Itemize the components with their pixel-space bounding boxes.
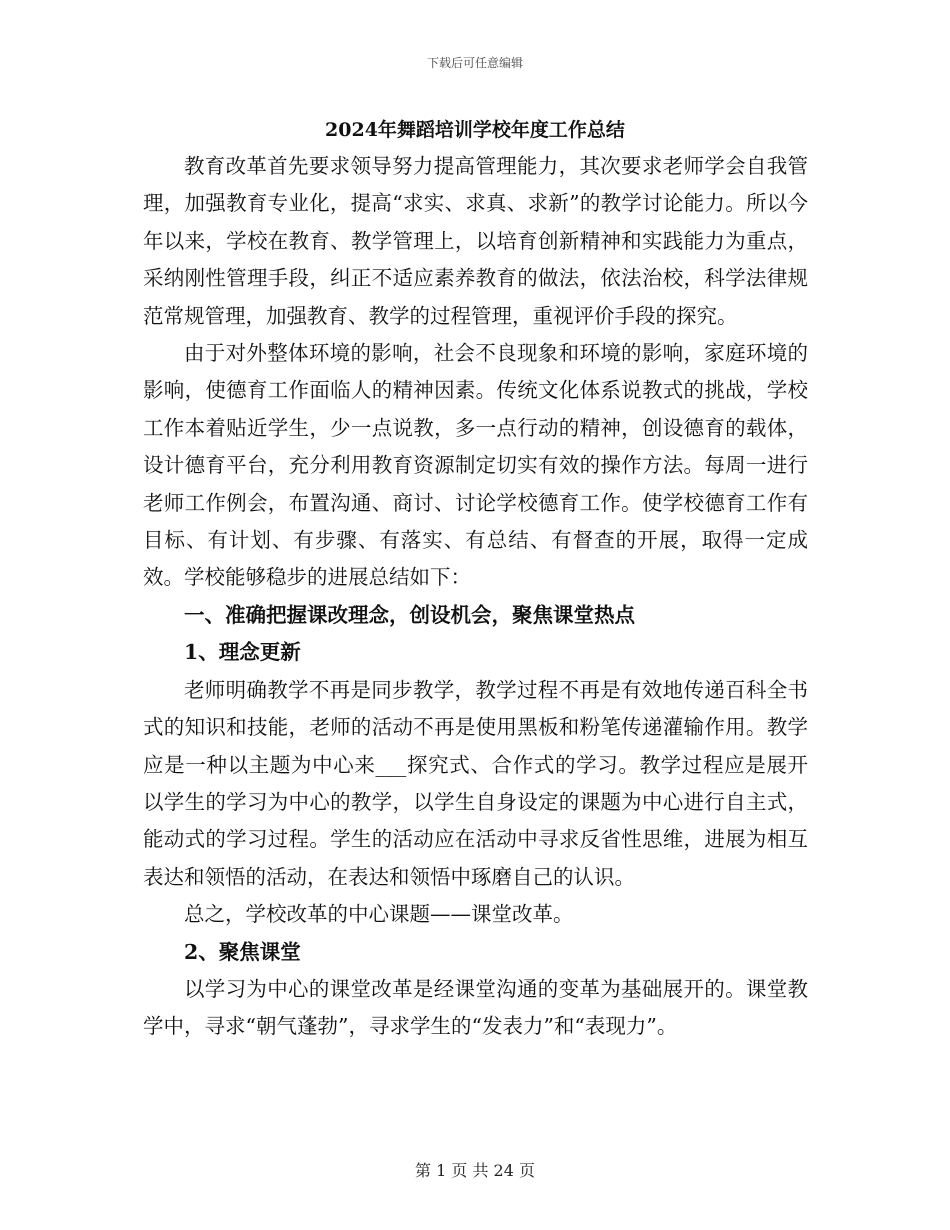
paragraph-moral-education: 由于对外整体环境的影响，社会不良现象和环境的影响，家庭环境的影响，使德育工作面临人的精神因素。传统文化体系说教式的挑战，学校工作本着贴近学生，少一点说教，多一点行动的精神，创设德育的载体，设计德育平台，充分利用教育资源制定切实有效的操作方法。每周一进行老师工作例会，布置沟通、商讨、讨论学校德育工作。使学校德育工作有目标、有计划、有步骤、有落实、有总结、有督查的开展，取得一定成效。学校能够稳步的进展总结如下： xyxy=(143,341,808,590)
document-title: 2024年舞蹈培训学校年度工作总结 xyxy=(325,119,625,141)
page-number: 第 1 页 共 24 页 xyxy=(415,1161,535,1180)
header-note: 下载后可任意编辑 xyxy=(426,56,523,70)
subsection-heading-focus-classroom: 2、聚焦课堂 xyxy=(184,939,301,964)
subsection-heading-concept-update: 1、理念更新 xyxy=(184,640,301,665)
paragraph-classroom-reform: 以学习为中心的课堂改革是经课堂沟通的变革为基础展开的。课堂教学中，寻求“朝气蓬勃”，寻求学生的“发表力”和“表现力”。 xyxy=(143,976,808,1039)
paragraph-teaching-concept: 老师明确教学不再是同步教学，教学过程不再是有效地传递百科全书式的知识和技能，老师的活动不再是使用黑板和粉笔传递灌输作用。教学应是一种以主题为中心来___探究式、合作式的学习。教学过程应是展开以学生的学习为中心的教学，以学生自身设定的课题为中心进行自主式，能动式的学习过程。学生的活动应在活动中寻求反省性思维，进展为相互表达和领悟的活动，在表达和领悟中琢磨自己的认识。 xyxy=(143,677,808,889)
paragraph-management: 教育改革首先要求领导努力提高管理能力，其次要求老师学会自我管理，加强教育专业化，提高“求实、求真、求新”的教学讨论能力。所以今年以来，学校在教育、教学管理上，以培育创新精神和实践能力为重点，采纳刚性管理手段，纠正不适应素养教育的做法，依法治校，科学法律规范常规管理，加强教育、教学的过程管理，重视评价手段的探究。 xyxy=(143,154,808,328)
paragraph-summary: 总之，学校改革的中心课题——课堂改革。 xyxy=(184,902,574,927)
section-heading-curriculum-reform: 一、准确把握课改理念，创设机会，聚焦课堂热点 xyxy=(184,602,635,627)
document-body xyxy=(143,148,808,1046)
